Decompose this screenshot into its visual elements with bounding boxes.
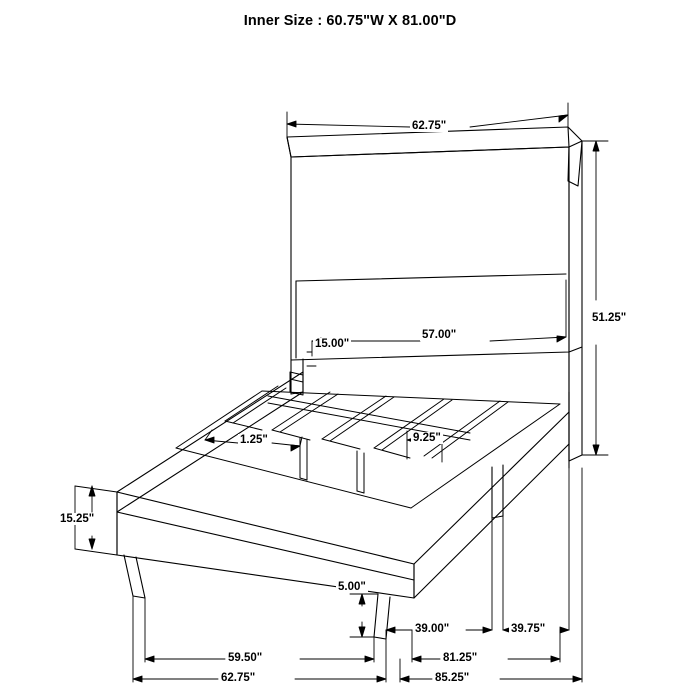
dim-label-bottom-outer: 62.75" (221, 672, 256, 684)
dim-label-headboard-width: 62.75" (412, 120, 447, 132)
slat-support-platform (176, 372, 560, 508)
dim-label-slat-thickness: 1.25" (240, 434, 268, 446)
dim-label-footboard-height: 15.25" (60, 513, 95, 525)
bed-legs (124, 444, 569, 639)
dim-label-depth-inner: 39.00" (415, 623, 450, 635)
dim-label-overall-outer: 85.25" (435, 672, 470, 684)
dim-label-rail-span: 57.00" (422, 329, 457, 341)
page-title: Inner Size : 60.75"W X 81.00"D (243, 13, 457, 29)
dim-label-slat-spacing: 9.25" (413, 432, 441, 444)
dimension-lines (75, 103, 608, 682)
dim-label-post-gap: 15.00" (315, 338, 350, 350)
headboard-outline (287, 127, 582, 461)
dim-label-bottom-inner: 59.50" (228, 652, 263, 664)
bed-frame-outline (117, 372, 569, 598)
dim-label-headboard-height: 51.25" (592, 312, 627, 324)
dim-label-depth-outer: 39.75" (511, 623, 546, 635)
dim-label-overall-inner: 81.25" (443, 652, 478, 664)
dim-label-leg-height: 5.00" (338, 581, 366, 593)
